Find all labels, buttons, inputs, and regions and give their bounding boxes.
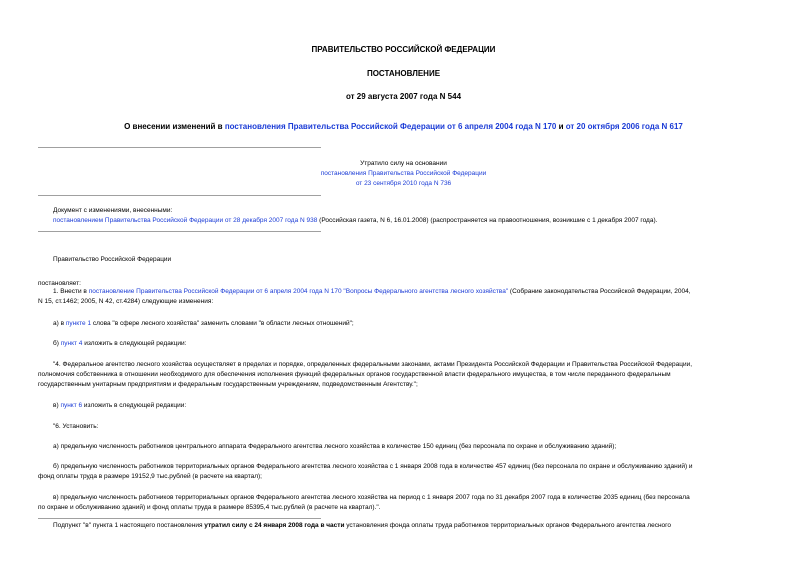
pa-link-point-1[interactable]: пункте 1 [65, 320, 92, 327]
document-title [0, 122, 807, 133]
point-4-line-3: государственным унитарным предприятиям и федеральным государственным учреждениям, подведомственным Агентству."; [38, 381, 418, 388]
paragraph-1-line-2: N 15, ст.1462; 2005, N 42, ст.4284) следующие изменения: [38, 298, 214, 305]
pb-rest: изложить в следующей редакции: [82, 340, 187, 347]
title-prefix: О внесении изменений в [124, 122, 225, 131]
point-4-line-1: "4. Федеральное агентство лесного хозяйства осуществляет в пределах и порядке, определенных федеральными законами, актами Президента Российской Федерации и Правительства Российской Федерации, [53, 361, 693, 368]
decrees-word: постановляет: [38, 280, 81, 287]
status-link-date [0, 180, 807, 189]
point-4-line-2: полномочия собственника в отношении необходимого для обеспечения исполнения функций федеральных органов государственной власти федерального имущества, в том числе переданного федеральным [38, 371, 671, 378]
changes-rest: (Российская газета, N 6, 16.01.2008) (распространяется на правоотношения, возникшие с 1 декабря 2007 года). [317, 217, 658, 224]
point-6-b-line-2: фонд оплаты труда в размере 19152,9 тыс.рублей (в расчете на квартал); [38, 473, 262, 480]
document-type-heading: ПОСТАНОВЛЕНИЕ [366, 69, 441, 78]
subparagraph-a [53, 320, 354, 329]
pb-prefix: б) [53, 340, 61, 347]
footnote-bold: утратил силу с 24 января 2008 года в части [204, 522, 345, 529]
government-heading: ПРАВИТЕЛЬСТВО РОССИЙСКОЙ ФЕДЕРАЦИИ [311, 45, 496, 54]
status-link-decree-text[interactable]: постановления Правительства Российской Федерации [320, 170, 487, 177]
point-6-heading: "6. Установить: [53, 423, 99, 430]
footnote [53, 522, 671, 531]
document-date-number: от 29 августа 2007 года N 544 [345, 92, 462, 101]
point-6-v-line-1: в) предельную численность работников территориальных органов Федерального агентства лесного хозяйства на период с 1 января 2007 года по 31 декабря 2007 года в количестве 2035 единиц (без персонала [53, 494, 690, 501]
subparagraph-v [53, 402, 186, 411]
point-6-v-line-2: по охране и обслуживанию зданий) и фонд оплаты труда в размере 85395,4 тыс.рублей (в расчете на квартал).". [38, 504, 381, 511]
title-link-decree-617[interactable]: от 20 октября 2006 года N 617 [565, 122, 683, 131]
subparagraph-b [53, 340, 186, 349]
pa-rest: слова "в сфере лесного хозяйства" заменить словами "в области лесных отношений"; [91, 320, 354, 327]
pa-prefix: а) в [53, 320, 66, 327]
government-name: Правительство Российской Федерации [53, 256, 172, 263]
status-link-decree [0, 170, 807, 179]
title-middle: и [556, 122, 566, 131]
point-6-a: а) предельную численность работников центрального аппарата Федерального агентства лесного хозяйства в количестве 150 единиц (без персонала по охране и обслуживанию зданий); [53, 443, 617, 450]
divider [38, 147, 321, 148]
paragraph-1 [53, 288, 691, 297]
pb-link-point-4[interactable]: пункт 4 [60, 340, 83, 347]
footnote-rest: установления фонда оплаты труда работников территориальных органов Федерального агентства лесного [344, 522, 672, 529]
point-6-b-line-1: б) предельную численность работников территориальных органов Федерального агентства лесного хозяйства с 1 января 2008 года в количестве 457 единиц (без персонала по охране и обслуживанию зданий) и [53, 463, 693, 470]
changes-link-decree-938[interactable]: постановлением Правительства Российской Федерации от 28 декабря 2007 года N 938 [53, 217, 318, 224]
divider [38, 195, 321, 196]
title-link-decree-170[interactable]: постановления Правительства Российской Федерации от 6 апреля 2004 года N 170 [224, 122, 557, 131]
p1-prefix: 1. Внести в [53, 288, 89, 295]
divider [38, 518, 321, 519]
status-line-1: Утратило силу на основании [360, 160, 447, 167]
p1-link-decree-170[interactable]: постановление Правительства Российской Федерации от 6 апреля 2004 года N 170 "Вопросы Федерального агентства лесного хозяйства" [88, 288, 509, 295]
pv-prefix: в) [53, 402, 61, 409]
changes-intro: Документ с изменениями, внесенными: [53, 207, 173, 214]
pv-link-point-6[interactable]: пункт 6 [60, 402, 83, 409]
changes-line [53, 217, 657, 226]
footnote-prefix: Подпункт "в" пункта 1 настоящего постановления [53, 522, 205, 529]
status-link-date-text[interactable]: от 23 сентября 2010 года N 736 [355, 180, 452, 187]
divider [38, 231, 321, 232]
p1-rest: (Собрание законодательства Российской Федерации, 2004, [508, 288, 691, 295]
pv-rest: изложить в следующей редакции: [82, 402, 187, 409]
